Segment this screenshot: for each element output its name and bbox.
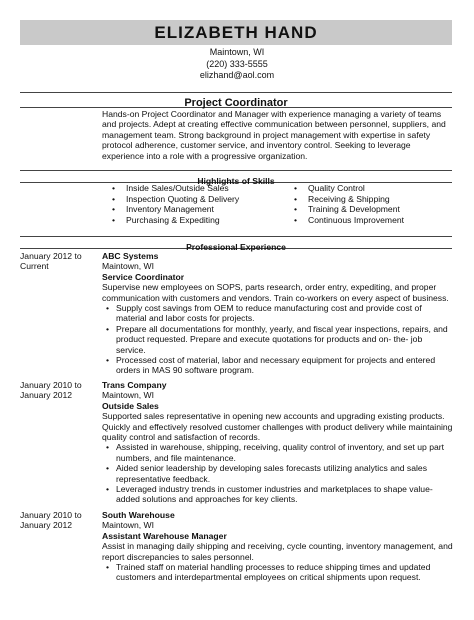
skill-item: • Continuous Improvement: [294, 214, 405, 225]
skill-item: • Inspection Quoting & Delivery: [112, 193, 240, 204]
company-location: Maintown, WI: [102, 520, 155, 531]
duty-item: • Prepare all documentations for monthly, yearly, and fiscal year inspections, repairs, and product requested. Prepare and execute quotations for products and on- the- job service.: [102, 324, 454, 355]
experience-heading: Professional Experience: [186, 242, 286, 252]
candidate-name: ELIZABETH HAND: [154, 23, 318, 42]
name-banner: [20, 20, 452, 45]
job-dates: January 2012 to Current: [20, 251, 82, 272]
role-title: Assistant Warehouse Manager: [102, 530, 227, 541]
duty-list: [102, 303, 454, 376]
summary-paragraph: Hands-on Project Coordinator and Manager with experience managing a variety of teams and projects. Adept at creating effective communication between personnel, suppliers, and management team. Strong background in project management with expertise in safety protocol adherence, customer service, and inventory control. Seeking to leverage experience into a role with a progressive organization.: [102, 109, 446, 161]
contact-email: elizhand@aol.com: [199, 70, 275, 80]
duty-item: • Leveraged industry trends in customer industries and marketplaces to shape value-added solutions and approaches for key clients.: [102, 484, 454, 505]
company-location: Maintown, WI: [102, 390, 155, 401]
company-name: South Warehouse: [102, 510, 175, 520]
skill-item: • Quality Control: [294, 183, 365, 193]
job-title: Project Coordinator: [184, 97, 288, 109]
contact-block: [0, 47, 474, 82]
duty-item: • Assisted in warehouse, shipping, receiving, quality control of inventory, and set up part numbers, and file maintenance.: [102, 442, 454, 463]
job-entry: [102, 510, 454, 583]
job-dates: January 2010 to January 2012: [20, 510, 82, 531]
skill-item: • Purchasing & Expediting: [112, 214, 220, 225]
skills-left-column: [112, 183, 239, 225]
job-entry: [102, 380, 454, 505]
contact-location: Maintown, WI: [209, 47, 265, 57]
company-location: Maintown, WI: [102, 261, 155, 272]
company-name: Trans Company: [102, 380, 167, 390]
skills-right-column: [294, 183, 404, 225]
company-name: ABC Systems: [102, 251, 159, 261]
skills-heading: Highlights of Skills: [197, 176, 275, 186]
skill-item: • Receiving & Shipping: [294, 193, 390, 204]
skill-item: • Inventory Management: [112, 204, 214, 214]
skill-item: • Training & Development: [294, 204, 400, 214]
role-description: Assist in managing daily shipping and receiving, cycle counting, inventory management, and report discrepancies to sales personnel.: [102, 541, 453, 562]
duty-item: • Trained staff on material handling processes to reduce shipping times and updated customers and interdepartmental employees on critical shipments upon request.: [102, 562, 454, 583]
title-banner: [20, 92, 452, 108]
duty-item: • Supply cost savings from OEM to reduce manufacturing cost and provide cost of material and labor costs for projects.: [102, 303, 454, 324]
job-entry: [102, 251, 454, 376]
skills-heading-bar: [20, 170, 452, 186]
duty-item: • Aided senior leadership by developing sales forecasts utilizing analytics and sales representative feedback.: [102, 463, 454, 484]
role-description: Supervise new employees on SOPS, parts research, order entry, expediting, and proper communication with customers and vendors. Train co-workers on every aspect of business.: [102, 282, 449, 303]
experience-heading-bar: [20, 236, 452, 252]
role-description: Supported sales representative in opening new accounts and upgrading existing products. Quickly and effectively resolved customer challenges with product delivery while maintaining quality control and satisfaction of records.: [102, 411, 453, 443]
duty-item: • Processed cost of material, labor and necessary equipment for projects and entered orders in MAS 90 software program.: [102, 355, 454, 376]
duty-list: [102, 442, 454, 504]
role-title: Outside Sales: [102, 400, 159, 411]
job-dates: January 2010 to January 2012: [20, 380, 82, 401]
contact-phone: (220) 333-5555: [206, 58, 268, 69]
skill-item: • Inside Sales/Outside Sales: [112, 183, 229, 193]
role-title: Service Coordinator: [102, 271, 185, 282]
duty-list: [102, 562, 454, 583]
